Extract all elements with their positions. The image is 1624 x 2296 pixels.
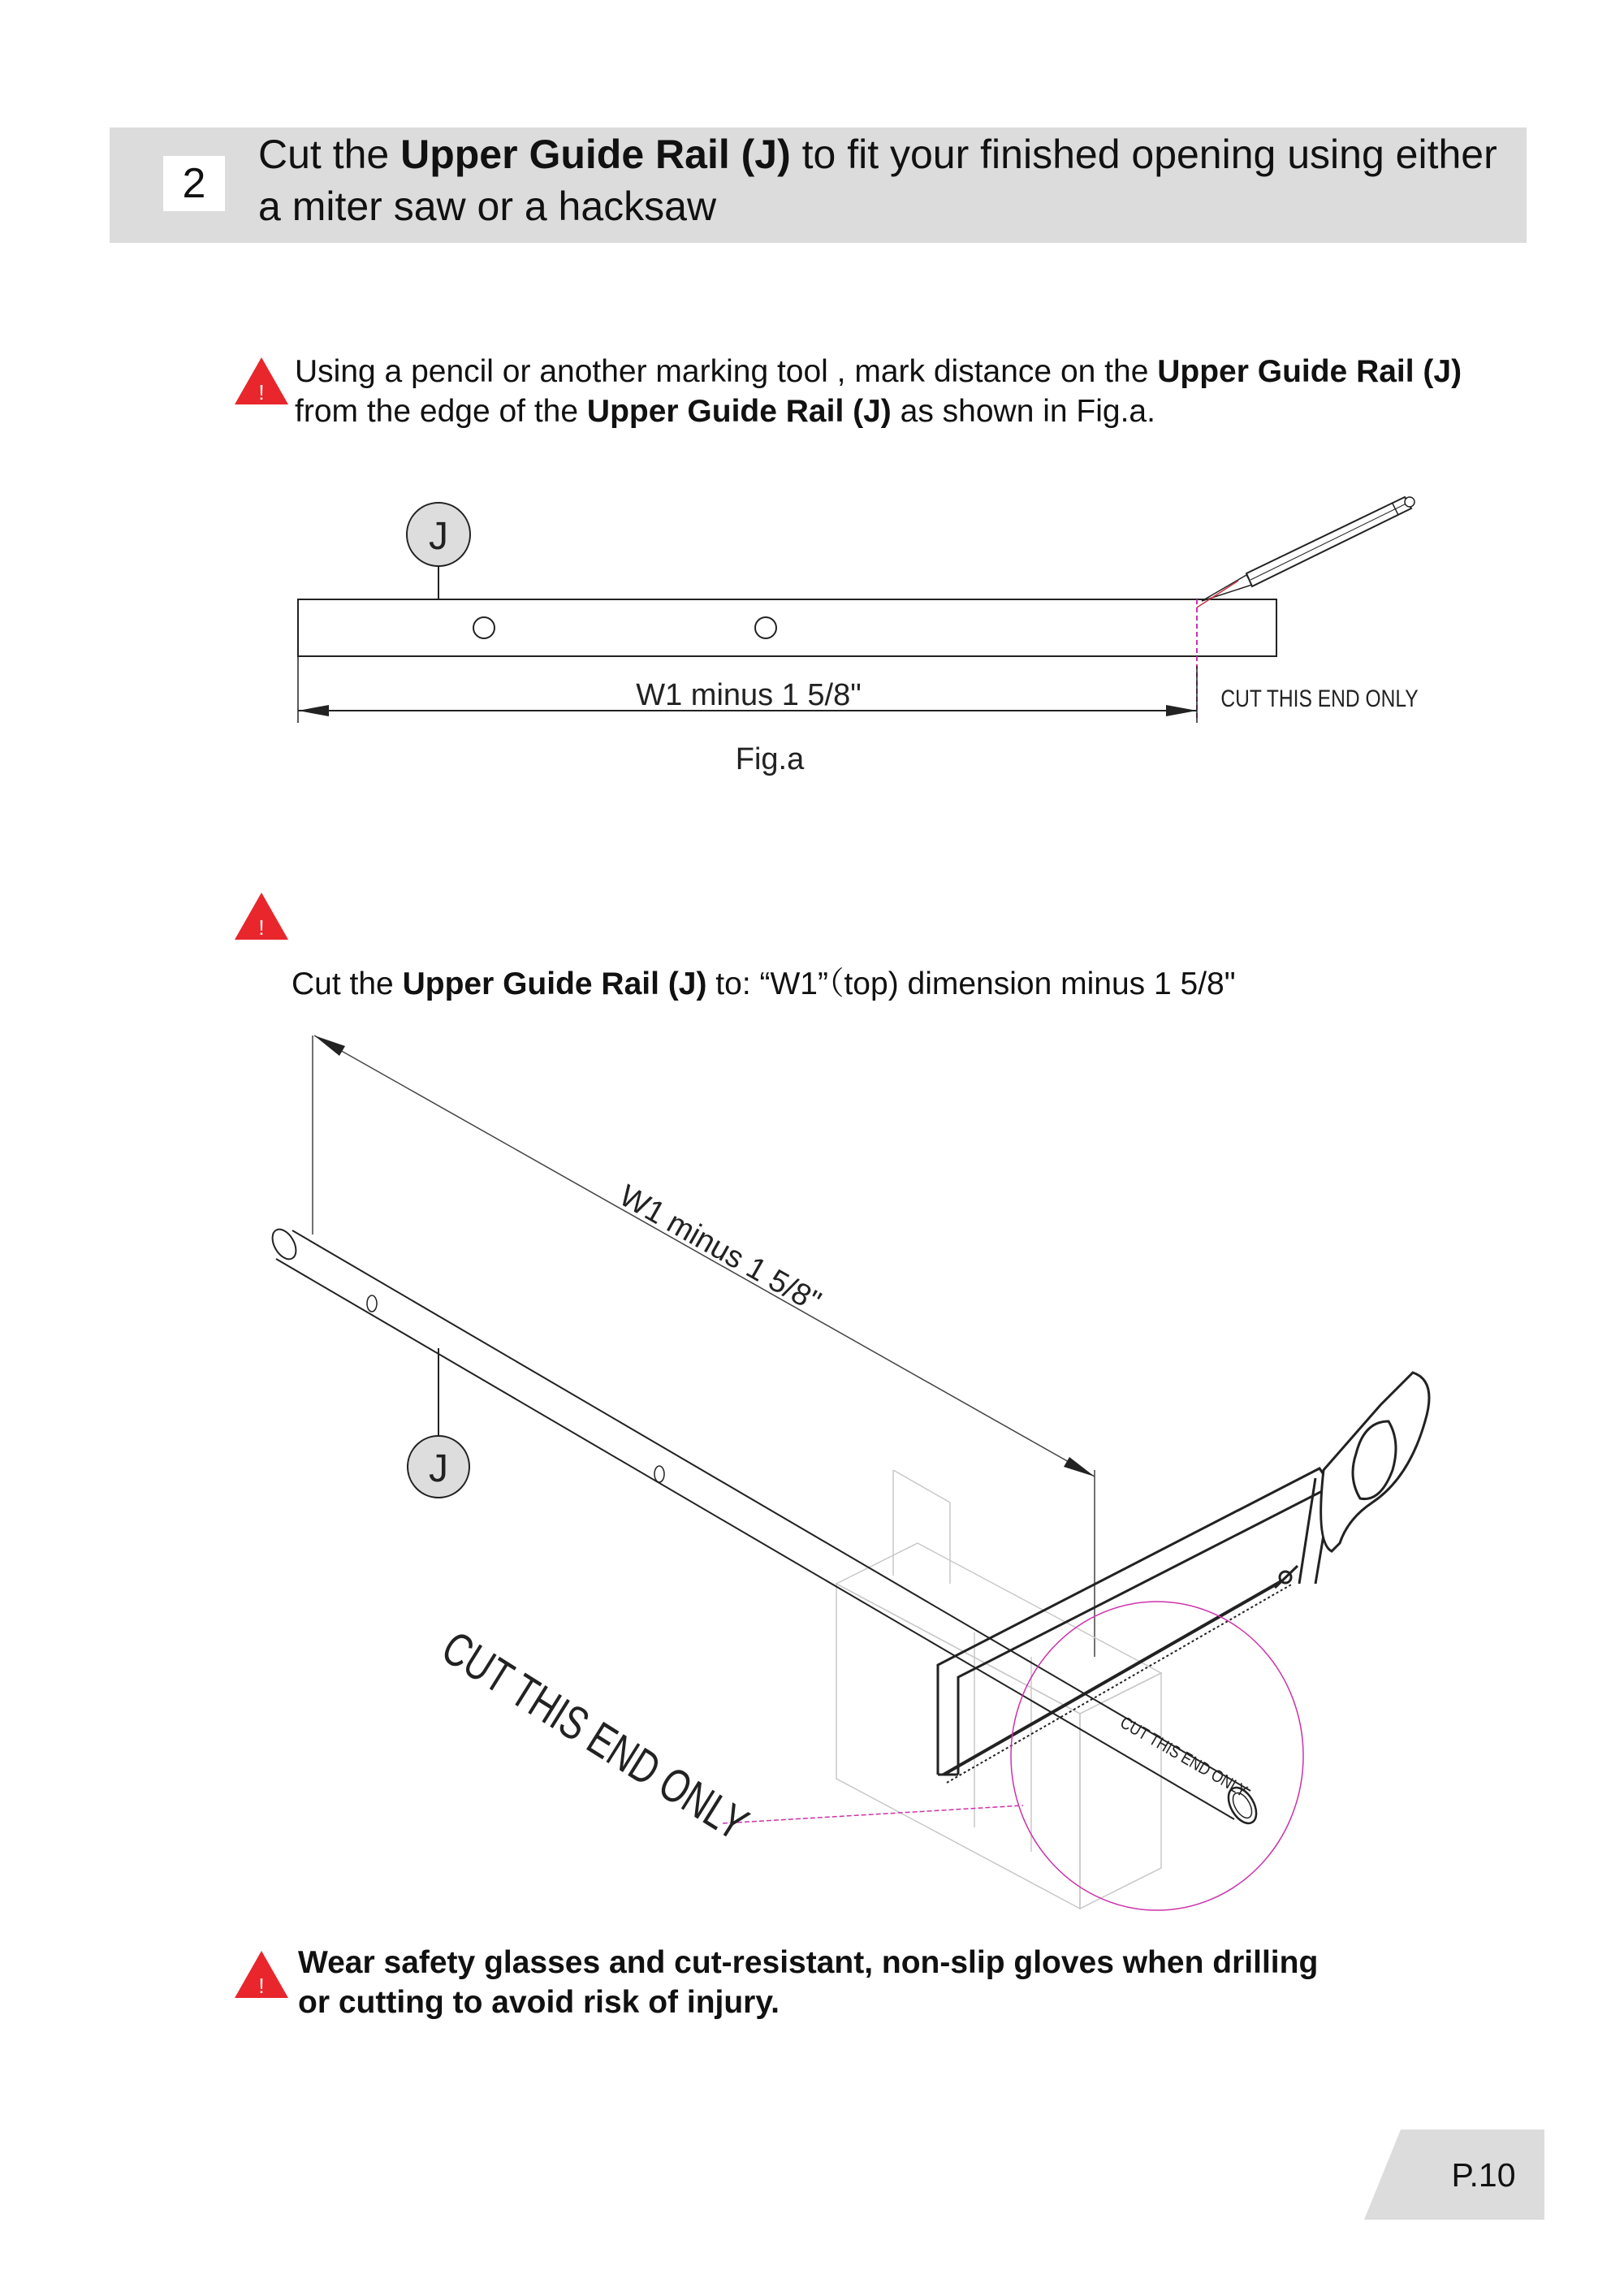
- dimension-arrow-right: [1166, 705, 1197, 716]
- rail-hole: [654, 1466, 664, 1482]
- detail-callout-leader: [723, 1805, 1023, 1823]
- cut-this-end-label: CUT THIS END ONLY: [433, 1620, 758, 1851]
- guide-rail: [268, 1226, 1262, 1828]
- warning-icon: [233, 891, 290, 941]
- instruction-text: Cut the: [292, 966, 403, 1001]
- miter-box: [836, 1470, 1161, 1909]
- dimension-label: W1 minus 1 5/8": [613, 1178, 827, 1320]
- part-name: Upper Guide Rail (J): [402, 966, 707, 1001]
- figure-a-caption: Fig.a: [735, 742, 805, 776]
- cut-this-end-label: CUT THIS END ONLY: [1220, 684, 1419, 712]
- instruction-text: Using a pencil or another marking tool , mark distance on the: [295, 354, 1158, 389]
- warning-icon: [233, 1949, 290, 2000]
- instruction-text: to: “W1”（top) dimension minus 1 5/8": [706, 966, 1236, 1001]
- instruction-text: as shown in Fig.a.: [891, 394, 1155, 429]
- safety-note: Wear safety glasses and cut-resistant, non-slip gloves when drilling or cutting to avoid risk of injury.: [298, 1945, 1319, 2020]
- svg-text:!: !: [258, 1974, 265, 1998]
- part-name: Upper Guide Rail (J): [1157, 354, 1462, 389]
- hacksaw-icon: [938, 1373, 1429, 1783]
- cut-instruction: [292, 964, 1510, 1004]
- part-label-j: J: [429, 515, 448, 558]
- figure-b-diagram: [268, 1015, 1445, 1933]
- svg-text:!: !: [258, 915, 265, 940]
- step-title: [258, 128, 1517, 232]
- guide-rail: [298, 599, 1276, 656]
- part-label-j: J: [429, 1447, 448, 1490]
- detail-callout-circle: [1011, 1602, 1303, 1910]
- step-title-part-name: Upper Guide Rail (J): [400, 132, 791, 177]
- step-number: 2: [163, 156, 225, 211]
- dimension-label: W1 minus 1 5/8": [636, 678, 862, 712]
- rail-hole: [755, 617, 776, 638]
- dimension-arrow-end: [1064, 1457, 1095, 1477]
- page-number: P.10: [1451, 2156, 1516, 2194]
- svg-text:!: !: [258, 380, 265, 404]
- step-title-text: Cut the: [258, 132, 401, 177]
- pencil-icon: [1197, 497, 1415, 608]
- dimension-arrow-left: [298, 705, 329, 716]
- rail-cut-label: CUT THIS END ONLY: [1116, 1713, 1250, 1801]
- instruction-text: from the edge of the: [295, 394, 587, 429]
- figure-a-diagram: [284, 479, 1421, 788]
- marking-instruction: [295, 352, 1480, 431]
- dimension-arrow-start: [314, 1036, 345, 1056]
- warning-icon: [233, 356, 290, 406]
- part-name: Upper Guide Rail (J): [586, 394, 892, 429]
- step-title-text-rest: to fit your finished opening using either a miter saw or a hacksaw: [258, 132, 1497, 229]
- rail-hole: [473, 617, 495, 638]
- rail-hole: [367, 1295, 377, 1312]
